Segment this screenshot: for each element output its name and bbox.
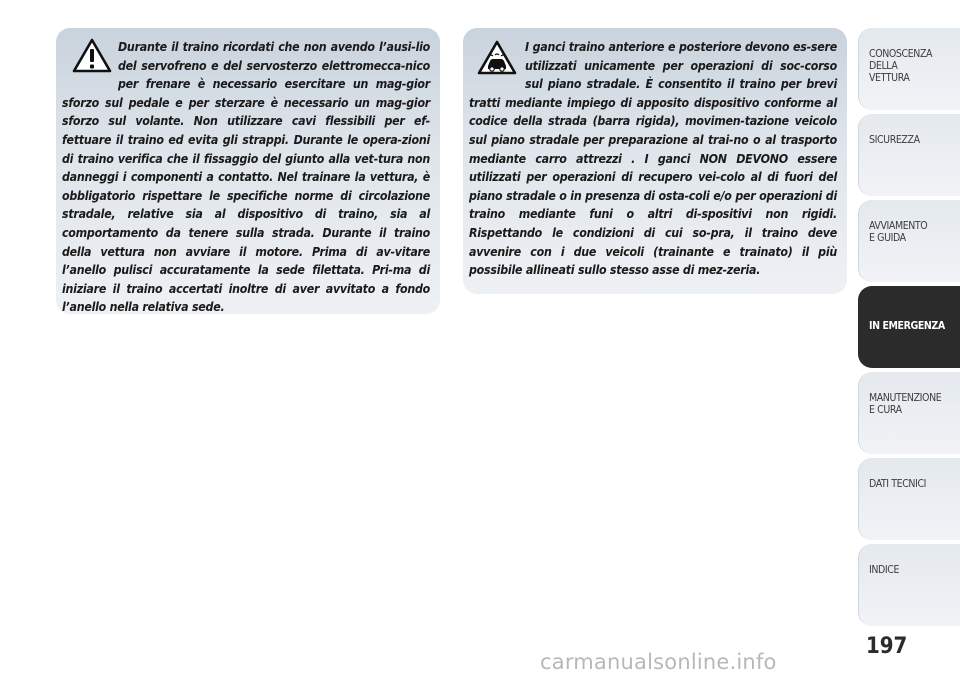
tab-in-emergenza[interactable]: IN EMERGENZA [858, 286, 960, 368]
page-number: 197 [866, 634, 908, 659]
tab-avviamento-e-guida[interactable]: AVVIAMENTO E GUIDA [858, 200, 960, 282]
warning-note-text: Durante il traino ricordati che non avendo l’ausi-lio del servofreno e del servosterzo elettromecca-nico per frenare è necessario esercitare un mag-gior sforzo sul pedale e per sterzare è necessario un mag-gior sforzo sul volante. Non utilizzare cavi flessibili per ef-fettuare il traino ed evita gli strappi. Durante le opera-zioni di traino verifica che il fissaggio del giunto alla vet-tura non danneggi i componenti a contatto. Nel trainare la vettura, è obbligatorio rispettare le specifiche norme di circolazione stradale, relative sia al dispositivo di traino, sia al comportamento da tenere sulla strada. Durante il traino della vettura non avviare il motore. Prima di av-vitare l’anello pulisci accuratamente la sede filettata. Pri-ma di iniziare il traino accertati inoltre di aver avvitato a fondo l’anello nella relativa sede. [62, 40, 430, 315]
section-tabs [858, 28, 960, 630]
warning-note-towing [56, 28, 440, 314]
vehicle-caution-icon [477, 40, 517, 76]
watermark-text: carmanualsonline.info [540, 650, 777, 674]
tab-indice[interactable]: INDICE [858, 544, 960, 626]
caution-note-text: I ganci traino anteriore e posteriore devono es-sere utilizzati unicamente per operazioni di soc-corso sul piano stradale. È consentito il traino per brevi tratti mediante impiego di apposito dispositivo conforme al codice della strada (barra rigida), movimen-tazione veicolo sul piano stradale per preparazione al trai-no o al trasporto mediante carro attrezzi . I ganci NON DEVONO essere utilizzati per operazioni di recupero vei-colo al di fuori del piano stradale o in presenza di osta-coli e/o per operazioni di traino mediante funi o altri di-spositivi non rigidi. Rispettando le condizioni di cui so-pra, il traino deve avvenire con i due veicoli (trainante e trainato) il più possibile allineati sullo stesso asse di mez-zeria. [469, 40, 837, 278]
caution-note-tow-hooks [463, 28, 847, 294]
tab-sicurezza[interactable]: SICUREZZA [858, 114, 960, 196]
warning-triangle-icon [72, 38, 112, 74]
tab-conoscenza-della-vettura[interactable]: CONOSCENZA DELLA VETTURA [858, 28, 960, 110]
tab-dati-tecnici[interactable]: DATI TECNICI [858, 458, 960, 540]
tab-manutenzione-e-cura[interactable]: MANUTENZIONE E CURA [858, 372, 960, 454]
